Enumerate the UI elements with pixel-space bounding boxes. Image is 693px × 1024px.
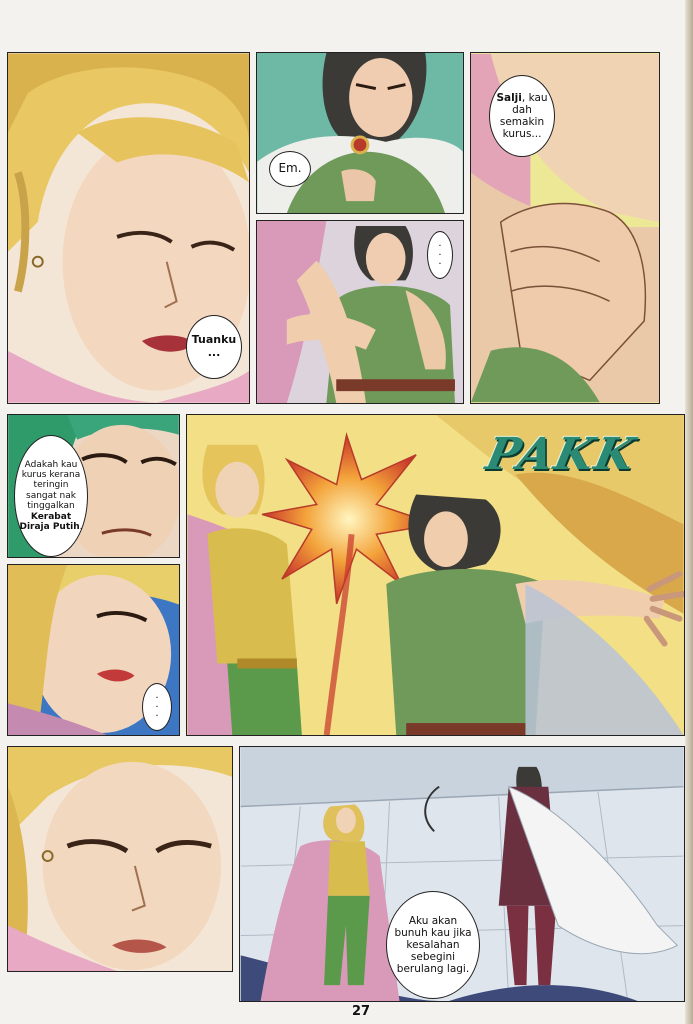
sound-effect-pakk: PAKK [481, 429, 641, 480]
man-cape-art [257, 53, 463, 213]
panel-blonde-blue [7, 564, 180, 736]
panel-hand-salji [470, 52, 660, 404]
panel-man-holding [256, 220, 464, 404]
threat-text: Aku akan bunuh kau jika kesalahan sebegini berulang lagi. [394, 914, 472, 976]
adakah-end: . [79, 521, 83, 532]
salji-line [490, 92, 554, 140]
panel-green-hair [7, 414, 180, 558]
adakah-text: Adakah kau kurus kerana teringin sangat nak tinggalkan [21, 459, 81, 512]
page-number: 27 [352, 1004, 371, 1019]
adakah-line [19, 460, 83, 532]
em-text: Em. [278, 161, 302, 176]
panel-action-pakk [186, 414, 685, 736]
adakah-bold: Kerabat Diraja Putih [19, 511, 80, 532]
speech-bubble-em [269, 151, 311, 187]
panel-walkway-scene [239, 746, 685, 1002]
panel-blonde-eyes-closed [7, 746, 233, 972]
speech-bubble-threat [386, 891, 480, 999]
speech-bubble-tuanku [186, 315, 242, 379]
tuanku-ellipsis: ... [207, 346, 221, 359]
speech-bubble-salji [489, 75, 555, 157]
tuanku-text: Tuanku [191, 333, 237, 347]
thought-bubble-dots-2 [142, 683, 172, 731]
blonde-eyes-closed-art [8, 747, 232, 971]
speech-bubble-adakah [14, 435, 88, 557]
page-spine-edge [685, 0, 693, 1024]
panel-blonde-closeup [7, 52, 250, 404]
dots-2: · · · [155, 692, 159, 722]
thought-bubble-dots-1 [427, 231, 453, 279]
salji-rest: , kau dah semakin kurus... [499, 91, 548, 141]
salji-name: Salji [496, 91, 522, 104]
dots-1: · · · [438, 240, 442, 270]
panel-man-em [256, 52, 464, 214]
